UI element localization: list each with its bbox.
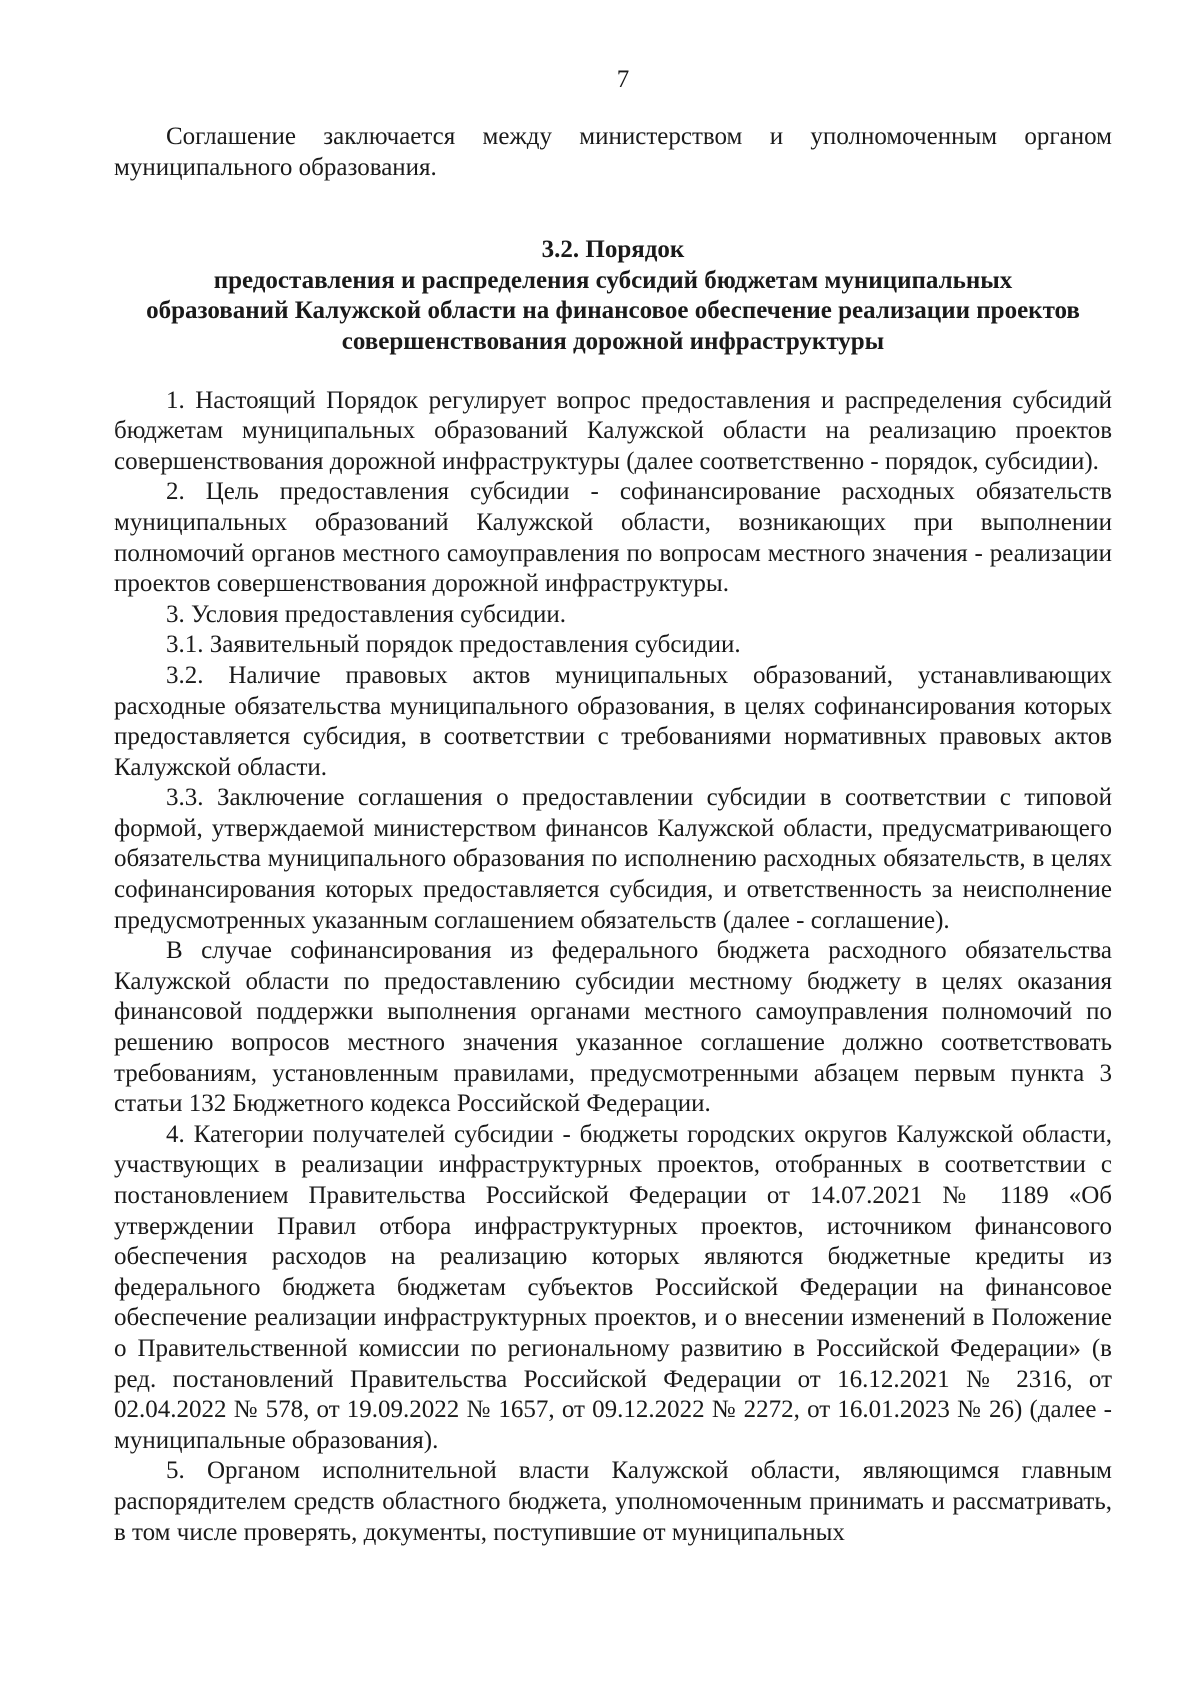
paragraph-5: 5. Органом исполнительной власти Калужской области, являющимся главным распорядителем средств областного бюджета, уполномоченным принимать и рассматривать, в том числе проверять, документы, поступившие от муниципальных [114,1457,1112,1546]
paragraph-3-2: 3.2. Наличие правовых актов муниципальных образований, устанавливающих расходные обязательства муниципального образования, в целях софинансирования которых предоставляется субсидия, в соответствии с требованиями нормативных правовых актов Калужской области. [114,661,1112,781]
paragraph-3-3: 3.3. Заключение соглашения о предоставлении субсидии в соответствии с типовой формой, утверждаемой министерством финансов Калужской области, предусматривающего обязательства муниципального образования по исполнению расходных обязательств, в целях софинансирования которых предоставляется субсидия, и ответственность за неисполнение предусмотренных указанным соглашением обязательств (далее - соглашение). [114,784,1112,934]
page-number: 7 [616,66,630,93]
section-heading [114,235,1112,357]
paragraph-3: 3. Условия предоставления субсидии. [166,600,567,628]
heading-line-3: образований Калужской области на финансовое обеспечение реализации проектов [146,297,1080,325]
paragraph-4: 4. Категории получателей субсидии - бюджеты городских округов Калужской области, участвующих в реализации инфраструктурных проектов, отобранных в соответствии с постановлением Правительства Российской Федерации от 14.07.2021 № 1189 «Об утверждении Правил отбора инфраструктурных проектов, источником финансового обеспечения расходов на реализацию которых являются бюджетные кредиты из федерального бюджета бюджетам субъектов Российской Федерации на финансовое обеспечение реализации инфраструктурных проектов, и о внесении изменений в Положение о Правительственной комиссии по региональному развитию в Российской Федерации» (в ред. постановлений Правительства Российской Федерации от 16.12.2021 № 2316, от 02.04.2022 № 578, от 19.09.2022 № 1657, от 09.12.2022 № 2272, от 16.01.2023 № 26) (далее - муниципальные образования). [114,1120,1112,1454]
heading-line-4: совершенствования дорожной инфраструктуры [341,327,885,355]
paragraph-1: 1. Настоящий Порядок регулирует вопрос предоставления и распределения субсидий бюджетам муниципальных образований Калужской области на реализацию проектов совершенствования дорожной инфраструктуры (далее соответственно - порядок, субсидии). [114,386,1112,475]
paragraph-cofinancing: В случае софинансирования из федерального бюджета расходного обязательства Калужской области по предоставлению субсидии местному бюджету в целях оказания финансовой поддержки выполнения органами местного самоуправления полномочий по решению вопросов местного значения указанное соглашение должно соответствовать требованиям, установленным правилами, предусмотренными абзацем первым пункта 3 статьи 132 Бюджетного кодекса Российской Федерации. [114,937,1112,1118]
paragraph-2: 2. Цель предоставления субсидии - софинансирование расходных обязательств муниципальных образований Калужской области, возникающих при выполнении полномочий органов местного самоуправления по вопросам местного значения - реализации проектов совершенствования дорожной инфраструктуры. [114,478,1112,598]
paragraph-3-1: 3.1. Заявительный порядок предоставления субсидии. [166,631,741,659]
intro-paragraph: Соглашение заключается между министерством и уполномоченным органом муниципального образования. [114,123,1112,181]
heading-line-2: предоставления и распределения субсидий бюджетам муниципальных [213,266,1013,294]
heading-line-1: 3.2. Порядок [541,236,685,264]
